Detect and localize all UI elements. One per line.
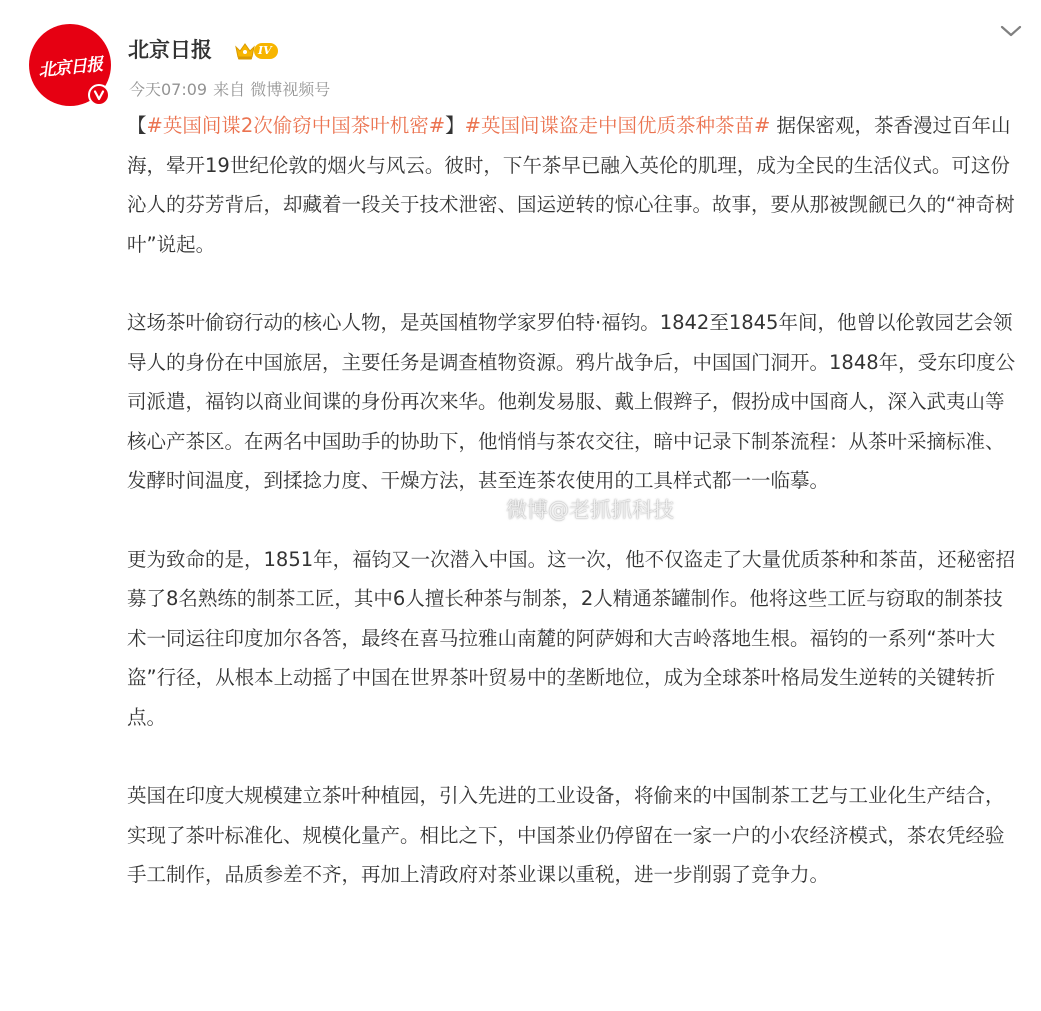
paragraph-4: 英国在印度大规模建立茶叶种植园，引入先进的工业设备，将偷来的中国制茶工艺与工业化生产结合，实现了茶叶标准化、规模化量产。相比之下，中国茶业仍停留在一家一户的小农经济模式，茶农凭经验手工制作，品质参差不齐，再加上清政府对茶业课以重税，进一步削弱了竞争力。 [127,784,1005,886]
more-options-button[interactable] [996,18,1026,44]
user-name[interactable]: 北京日报 [128,38,212,62]
verified-v-icon [88,84,110,106]
paragraph-1 [127,106,1017,264]
crown-icon [234,41,256,61]
avatar[interactable] [29,24,111,106]
post-time[interactable]: 今天07:09 [129,80,208,99]
topic-link-1[interactable]: #英国间谍2次偷窃中国茶叶机密# [146,114,446,137]
level-label: IV [254,43,278,59]
post-meta [129,79,330,101]
paragraph-2: 这场茶叶偷窃行动的核心人物，是英国植物学家罗伯特·福钧。1842至1845年间，他曾以伦敦园艺会领导人的身份在中国旅居，主要任务是调查植物资源。鸦片战争后，中国国门洞开。1848年，受东印度公司派遣，福钧以商业间谍的身份再次来华。他剃发易服、戴上假辫子，假扮成中国商人，深入武夷山等核心产茶区。在两名中国助手的协助下，他悄悄与茶农交往，暗中记录下制茶流程：从茶叶采摘标准、发酵时间温度，到揉捻力度、干燥方法，甚至连茶农使用的工具样式都一一临摹。 [127,311,1016,492]
topic-link-2[interactable]: #英国间谍盗走中国优质茶种茶苗# [464,114,771,137]
close-bracket: 】 [445,114,465,137]
open-bracket: 【 [127,114,147,137]
paragraph-1-text: 据保密观，茶香漫过百年山海，晕开19世纪伦敦的烟火与风云。彼时，下午茶早已融入英伦的肌理，成为全民的生活仪式。可这份沁人的芬芳背后，却藏着一段关于技术泄密、国运逆转的惊心往事。故事，要从那被觊觎已久的“神奇树叶”说起。 [127,114,1015,256]
chevron-down-icon [1000,24,1022,38]
avatar-logo: 北京日报 [37,54,104,81]
paragraph-3: 更为致命的是，1851年，福钧又一次潜入中国。这一次，他不仅盗走了大量优质茶种和茶苗，还秘密招募了8名熟练的制茶工匠，其中6人擅长种茶与制茶，2人精通茶罐制作。他将这些工匠与窃取的制茶技术一同运往印度加尔各答，最终在喜马拉雅山南麓的阿萨姆和大吉岭落地生根。福钧的一系列“茶叶大盗”行径，从根本上动摇了中国在世界茶叶贸易中的垄断地位，成为全球茶叶格局发生逆转的关键转折点。 [127,547,1016,729]
level-badge[interactable] [234,40,278,62]
post-content [127,106,1017,895]
post-source[interactable]: 来自 微博视频号 [213,80,331,99]
watermark: 微博@老抓抓科技 [506,498,674,522]
